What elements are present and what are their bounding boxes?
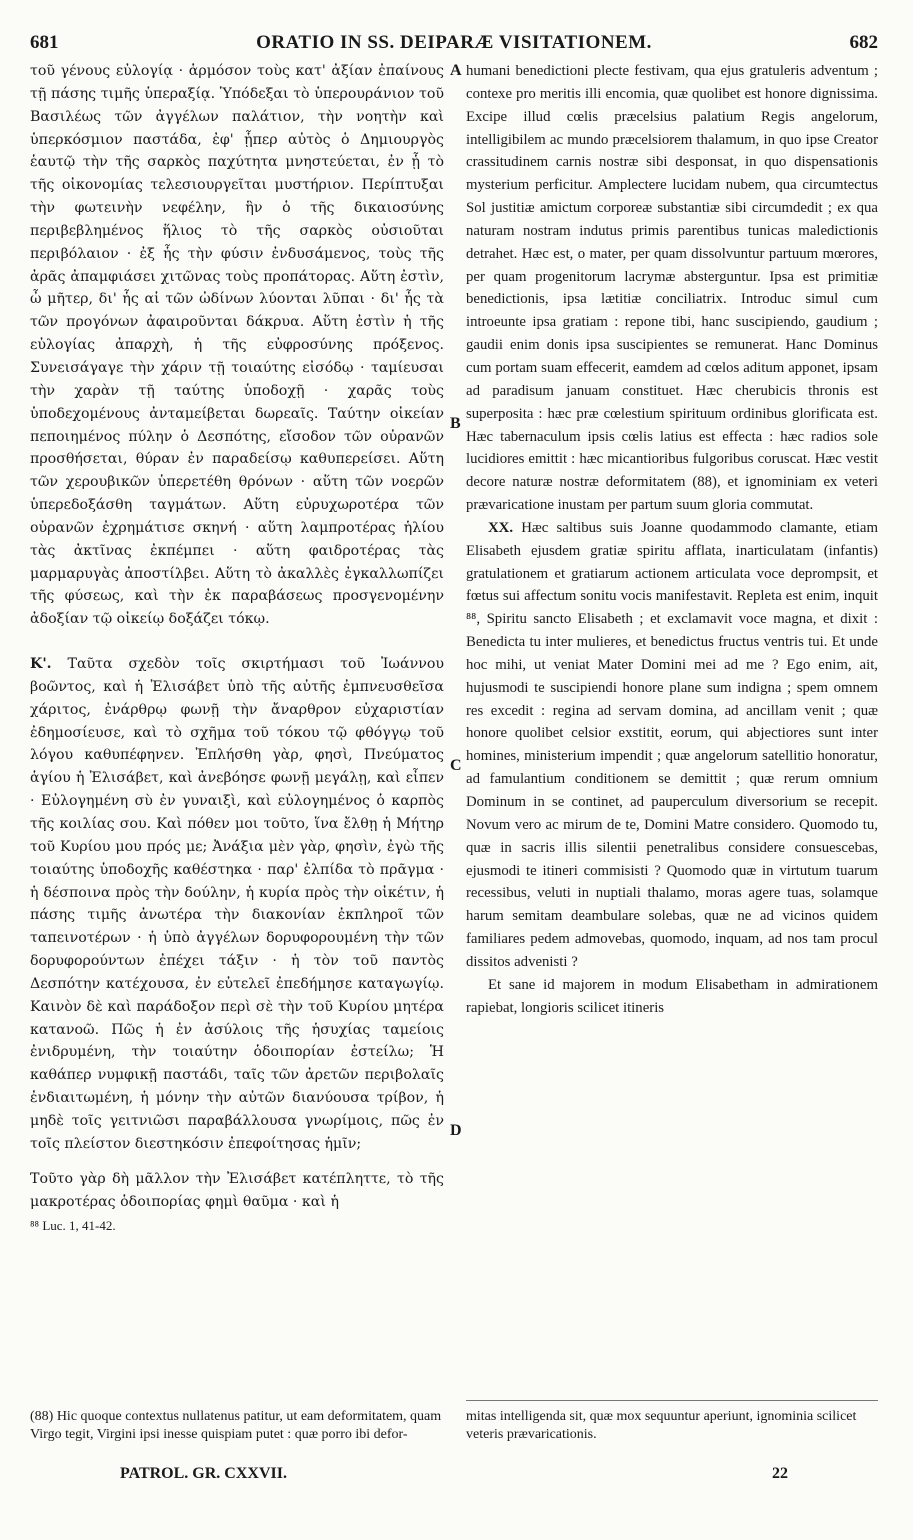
greek-column (30, 60, 444, 1234)
page-number-left: 681 (30, 32, 59, 53)
greek-paragraph-3: Τοῦτο γὰρ δὴ μᾶλλον τὴν Ἐλισάβετ κατέπληττε, τὸ τῆς μακροτέρας ὁδοιπορίας φημὶ θαῦμα · καὶ ἡ (30, 1170, 444, 1210)
greek-paragraph-2-text: Ταῦτα σχεδὸν τοῖς σκιρτήμασι τοῦ Ἰωάννου βοῶντος, καὶ ἡ Ἐλισάβετ ὑπὸ τῆς αὐτῆς ἐμπνευσθεῖσα χάριτος, ἐνάρθρῳ φωνῇ τὴν ἄναρθρον εὐχαριστίαν ἐδημοσίευσε, καὶ τὸ σχῆμα τοῦ τόκου τῷ φθόγγῳ τοῦ λόγου καθυπέφηνεν. Ἐπλήσθη γὰρ, φησὶ, Πνεύματος ἁγίου ἡ Ἐλισάβετ, καὶ ἀνεβόησε φωνῇ μεγάλῃ, καὶ εἶπεν · Εὐλογημένη σὺ ἐν γυναιξὶ, καὶ εὐλογημένος ὁ καρπὸς τῆς κοιλίας σου. Καὶ πόθεν μοι τοῦτο, ἵνα ἔλθῃ ἡ Μήτηρ τοῦ Κυρίου μου πρός με; Ἀνάξια μὲν γὰρ, φησὶν, ἐγὼ τῆς τοιαύτης ὑποδοχῆς καθέστηκα · παρ' ἐλπίδα τὸ πρᾶγμα · ἡ δέσποινα πρὸς τὴν δούλην, ἡ κυρία πρὸς τὴν οἰκέτιν, ἡ πάσης τιμῆς ἀνωτέρα τὴν διακονίαν ἐκπληροῖ τῶν ταπεινοτέρων · ἡ ὑπὸ ἀγγέλων δορυφορουμένη τὴν τῶν δορυφορούντων ἐπέχει τάξιν · ἡ τὸν τοῦ παντὸς Δεσπότην κατέχουσα, ἐν εὐτελεῖ ἐπεδήμησε καταγωγίῳ. Καινὸν δὲ καὶ παράδοξον περὶ σὲ τὴν τοῦ Κυρίου μητέρα κατανοῶ. Πῶς ἡ ἐν ἀσύλοις τῆς ἡσυχίας ταμείοις ἐνιδρυμένη, τὴν τοιαύτην ὁδοιπορίαν ἐστείλω; Ἡ καθάπερ νυμφικῇ παστάδι, ταῖς τῶν ἀρετῶν περιβολαῖς ἐνδιαιτωμένη, ἡ μόνην τὴν αὐτῶν διανύουσα τρίβον, ἡ μηδὲ τοῖς γειτνιῶσι παραβάλλουσα γνωρίμοις, πῶς ἐν τοῖς πλείστον διεστηκόσιν ἐπεφοίτησας ἡμῖν; (30, 656, 444, 1152)
latin-paragraph-3: Et sane id majorem in modum Elisabetham in admirationem rapiebat, longioris scilicet itineris (466, 976, 878, 1016)
notes-rule (466, 1400, 878, 1401)
sheet-number: 22 (772, 1465, 788, 1482)
signature-mark: PATROL. GR. CXXVII. (120, 1465, 287, 1482)
latin-paragraph-1: humani benedictioni plecte festivam, qua ejus gratuleris adventum ; contexe pro meritis illi encomia, quæ quolibet est honore dignissima. Excipe illud cœlis præcelsius palatium Regis angelorum, intelligibilem ac mundo præcelsiorem thalamum, in quo ipse Creator crassitudinem carnis nostræ sibi desponsat, in quo dispensationis mysterium perficitur. Amplectere lucidam nubem, qua circumtectus Sol justitiæ amictum corporeæ substantiæ sibi circumdedit ; ex qua naturam nostram indutus primis parentibus tunicas maledictionis detrahet. Hæc est, o mater, per quam dissolvuntur partuum mœrores, per quam progenitorum lacrymæ absterguntur. Ipsa est primitiæ benedictionis, ipsa lætitiæ conciliatrix. Introduc simul cum introeunte ipsa gratiam : repone tibi, hanc suscipiendo, gaudium ; gaudii enim donis ipsa suscipientes se remunerat. Hanc Dominus cum portam suam effecerit, eamdem ad cœlos aditum apponet, ipsam ad paradisum januam constituet. Hæc cherubicis thronis est superposita : hæc præ cœlestium spirituum ordinibus glorificata est. Hæc tabernaculum ipsis cœlis latius est effecta : hæc radios sole lucidiores emittit : hæc micantioribus fulgoribus coruscat. Hæc vestit decore naturæ nostræ deformitatem (88), et ignominiam ex veteri prævaricatione inustam per partum suum gloria commutat. (466, 63, 878, 514)
note-88-right: mitas intelligenda sit, quæ mox sequuntur aperiunt, ignominia scilicet veteris prævaricationis. (466, 1409, 857, 1442)
margin-letter-a: A (450, 62, 462, 79)
running-title: ORATIO IN SS. DEIPARÆ VISITATIONEM. (256, 32, 652, 53)
latin-section-number: XX. (488, 519, 514, 536)
greek-paragraph-2 (30, 653, 444, 1156)
margin-letter-d: D (450, 1122, 462, 1139)
greek-paragraph-1: τοῦ γένους εὐλογίᾳ · ἁρμόσον τοὺς κατ' ἀξίαν ἐπαίνους τῇ πάσης τιμῆς ὑπεραξίᾳ. Ὑπόδεξαι τὸ ὑπερουράνιον τοῦ Βασιλέως τῶν ἀγγέλων παλάτιον, τὴν νοητὴν καὶ ὑπερκόσμιον παστάδα, ἐφ' ᾗπερ αὐτὸς ὁ Δημιουργὸς ἑαυτῷ τὴν τῆς σαρκὸς παχύτητα μνηστεύεται, ἐν ᾗ τὸ τῆς οἰκονομίας τελεσιουργεῖται μυστήριον. Περίπτυξαι τὴν φωτεινὴν νεφέλην, ἣν ὁ τῆς δικαιοσύνης περιβεβλημένος ἥλιος τὸ τῆς σαρκὸς οὐσιοῦται περιβόλαιον · ἐξ ἧς τὴν φύσιν ἐνδυσάμενος, τοὺς τῆς ἀρᾶς ἀπαμφιάσει χιτῶνας τοὺς προπάτορας. Αὕτη ἐστὶν, ὦ μῆτερ, δι' ἧς αἱ τῶν ὠδίνων λύονται λῦπαι · δι' ἧς τὰ τῶν προγόνων ἀφαιροῦνται δάκρυα. Αὕτη ἐστὶν ἡ τῆς εὐλογίας ἀπαρχὴ, ἡ τῆς εὐφροσύνης πρόξενος. Συνεισάγαγε τὴν χάριν τῇ τοιαύτης εἰσόδῳ · ταμίευσαι τὴν χαρὰν τῇ ταύτης ὑποδοχῇ · χαρᾶς τοὺς ὑποδεχομένους ἀνταμείβεται δωρεαῖς. Ταύτην οἰκείαν πεποιημένος πύλην ὁ Δεσπότης, εἴσοδον τῶν οὐρανῶν προσθήσεται, θύραν ἐν παραδείσῳ καθυπερείσει. Αὕτη τῶν χερουβικῶν ὑπερετέθη θρόνων · αὕτη τῶν νοερῶν ὑπερεδοξάσθη ταγμάτων. Αὕτη εὐρυχωροτέρα τῶν οὐρανῶν ἐχρημάτισε σκηνή · αὕτη λαμπροτέρας ἡλίου τὰς ἀκτῖνας ἐκπέμπει · αὕτη φαιδροτέρας τὰς μαρμαρυγὰς ἀποστίλβει. Αὕτη τὸ ἀκαλλὲς ἐγκαλλωπίζει τῆς φύσεως, καὶ τὴν ἐκ παραβάσεως προσγενομένην ἀδοξίαν τῷ οἰκείῳ δοξάζει τόκῳ. (30, 63, 444, 628)
greek-section-number: Κ'. (30, 656, 52, 673)
margin-letter-c: C (450, 757, 462, 774)
page-number-right: 682 (849, 32, 878, 53)
note-88-left: (88) Hic quoque contextus nullatenus patitur, ut eam deformitatem, quam Virgo tegit, Virgini ipsi inesse quispiam putet : quæ porro ibi defor- (30, 1409, 442, 1442)
margin-letter-b: B (450, 415, 461, 432)
latin-paragraph-2-text: Hæc saltibus suis Joanne quodammodo clamante, etiam Elisabeth ejusdem gratiæ spiritu afflata, inarticulatam (infantis) gratulationem et gratiarum actionem articulata voce deprompsit, et fœtus sui affectum sonitu vocis manifestavit. Repleta est enim, inquit ⁸⁸, Spiritu sancto Elisabeth ; et exclamavit voce magna, et dixit : Benedicta tu inter mulieres, et benedictus fructus ventris tui. Et unde hoc mihi, ut veniat Mater Domini mei ad me ? Ego enim, ait, hujusmodi te suscipiendi honore plane sum indigna ; spem omnem res excedit : regina ad servam domina, ad ancillam venit ; quæ honore quolibet celsior exstitit, eorum, qui abjectiores sunt inter homines, ministerium impendit ; quæ angelorum satellitio honoratur, ad famulantium conditionem se demittit ; quæ rerum omnium Dominum in se continet, ad pauperculum diversorium se recepit. Novum vero ac mirum de te, Domini Matre considero. Quomodo tu, quæ in sacris illis silentii penetralibus considere consuescebas, ejusmodi te itineri commisisti ? Quomodo quæ in virtutum tuarum recessibus, veluti in nuptiali thalamo, moras agere tuas, solamque harum semitam deambulare solebas, quæ ne ad vicinos quidem familiares pedem admovebas, quomodo, inquam, ad nos tam procul dissitos advenisti ? (466, 519, 878, 970)
running-header (30, 32, 878, 62)
latin-paragraph-2 (466, 517, 878, 974)
greek-footnote: ⁸⁸ Luc. 1, 41-42. (30, 1218, 116, 1234)
latin-column (466, 60, 878, 1019)
